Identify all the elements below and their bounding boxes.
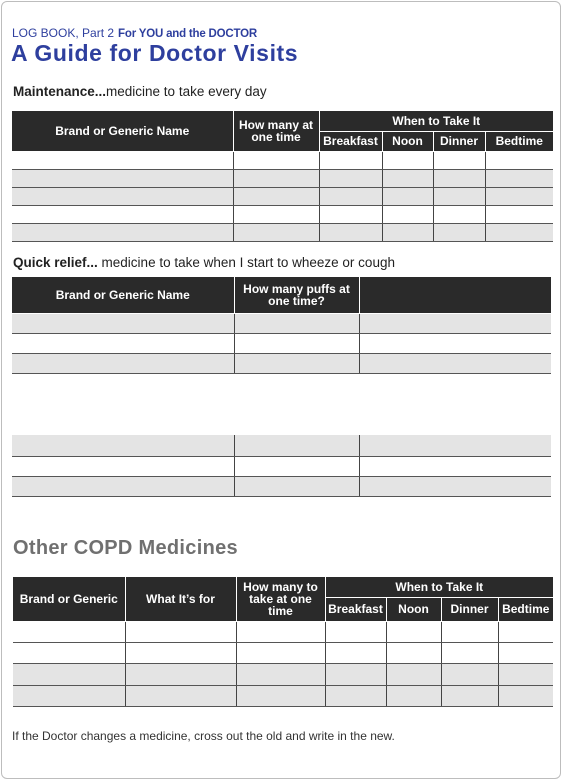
quick-relief-col-blank [359,277,551,313]
other-row-1-brand[interactable] [13,621,125,642]
maintenance-row-4-breakfast[interactable] [319,205,382,223]
quick-relief-col-brand: Brand or Generic Name [12,277,234,313]
maintenance-row-1-howmany[interactable] [233,151,319,169]
other-col-brand: Brand or Generic [13,577,125,621]
maintenance-col-breakfast: Breakfast [319,131,382,151]
maintenance-row-5-dinner[interactable] [433,223,485,241]
quick-relief-label-rest: medicine to take when I start to wheeze or cough [97,255,395,270]
other-row-1-breakfast[interactable] [325,621,386,642]
quick-relief-row-2-puffs[interactable] [234,333,359,353]
maintenance-row-4-howmany[interactable] [233,205,319,223]
quick-relief-row-3-notes[interactable] [359,353,551,373]
maintenance-col-noon: Noon [382,131,433,151]
other-row-3-brand[interactable] [13,663,125,685]
maintenance-row-2-noon[interactable] [382,169,433,187]
other-medicines-table [13,577,553,707]
other-row-3-howmany[interactable] [236,663,325,685]
quick-relief-row-3-puffs[interactable] [234,353,359,373]
quick-relief-row-4-puffs[interactable] [234,435,359,456]
maintenance-table [12,111,553,242]
maintenance-row-1-noon[interactable] [382,151,433,169]
other-row-4-dinner[interactable] [441,685,498,706]
other-row-2-what[interactable] [125,642,236,663]
maintenance-row-4-brand[interactable] [12,205,233,223]
maintenance-row-4-bedtime[interactable] [485,205,553,223]
maintenance-col-dinner: Dinner [433,131,485,151]
other-row-4-bedtime[interactable] [498,685,553,706]
other-col-bedtime: Bedtime [498,597,553,621]
maintenance-row-5-bedtime[interactable] [485,223,553,241]
maintenance-label-bold: Maintenance... [13,84,107,99]
for-label: For YOU and the DOCTOR [118,28,257,40]
other-row-3-dinner[interactable] [441,663,498,685]
other-row-4-noon[interactable] [386,685,441,706]
other-row-2-howmany[interactable] [236,642,325,663]
quick-relief-row-3-brand[interactable] [12,353,234,373]
maintenance-row-4-dinner[interactable] [433,205,485,223]
quick-relief-label [13,255,395,270]
maintenance-row-3-bedtime[interactable] [485,187,553,205]
other-row-1-bedtime[interactable] [498,621,553,642]
other-row-4-what[interactable] [125,685,236,706]
other-row-3-what[interactable] [125,663,236,685]
quick-relief-row-4-notes[interactable] [359,435,551,456]
other-row-1-noon[interactable] [386,621,441,642]
quick-relief-row-2-brand[interactable] [12,333,234,353]
maintenance-row-2-bedtime[interactable] [485,169,553,187]
maintenance-row-1-bedtime[interactable] [485,151,553,169]
maintenance-row-3-dinner[interactable] [433,187,485,205]
quick-relief-row-5-brand[interactable] [12,456,234,476]
other-col-howmany: How many to take at one time [236,577,325,621]
quick-relief-row-1-puffs[interactable] [234,313,359,333]
quick-relief-row-6-brand[interactable] [12,476,234,496]
other-row-1-howmany[interactable] [236,621,325,642]
other-row-3-noon[interactable] [386,663,441,685]
maintenance-row-3-brand[interactable] [12,187,233,205]
maintenance-row-3-noon[interactable] [382,187,433,205]
other-col-noon: Noon [386,597,441,621]
maintenance-row-1-brand[interactable] [12,151,233,169]
maintenance-col-when: When to Take It [319,111,553,131]
other-row-3-breakfast[interactable] [325,663,386,685]
other-row-3-bedtime[interactable] [498,663,553,685]
maintenance-row-3-howmany[interactable] [233,187,319,205]
maintenance-row-2-breakfast[interactable] [319,169,382,187]
maintenance-row-3-breakfast[interactable] [319,187,382,205]
maintenance-row-2-dinner[interactable] [433,169,485,187]
other-col-breakfast: Breakfast [325,597,386,621]
other-medicines-heading: Other COPD Medicines [13,537,238,559]
other-row-1-dinner[interactable] [441,621,498,642]
other-row-1-what[interactable] [125,621,236,642]
footer-note: If the Doctor changes a medicine, cross out the old and write in the new. [12,729,395,743]
quick-relief-table [12,277,551,374]
maintenance-row-5-noon[interactable] [382,223,433,241]
maintenance-col-howmany: How many at one time [233,111,319,151]
maintenance-col-bedtime: Bedtime [485,131,553,151]
maintenance-row-5-breakfast[interactable] [319,223,382,241]
maintenance-row-1-dinner[interactable] [433,151,485,169]
maintenance-row-4-noon[interactable] [382,205,433,223]
other-row-2-dinner[interactable] [441,642,498,663]
other-row-2-breakfast[interactable] [325,642,386,663]
other-row-2-bedtime[interactable] [498,642,553,663]
quick-relief-row-2-notes[interactable] [359,333,551,353]
quick-relief-col-puffs: How many puffs at one time? [234,277,359,313]
quick-relief-row-6-puffs[interactable] [234,476,359,496]
other-col-when: When to Take It [325,577,553,597]
other-row-4-breakfast[interactable] [325,685,386,706]
maintenance-label [13,84,267,99]
quick-relief-row-1-notes[interactable] [359,313,551,333]
maintenance-row-5-howmany[interactable] [233,223,319,241]
other-row-4-brand[interactable] [13,685,125,706]
quick-relief-table-2 [12,435,551,497]
page-title: A Guide for Doctor Visits [11,40,299,66]
other-row-4-howmany[interactable] [236,685,325,706]
maintenance-label-rest: medicine to take every day [106,84,267,99]
other-row-2-brand[interactable] [13,642,125,663]
quick-relief-row-1-brand[interactable] [12,313,234,333]
part-label: LOG BOOK, Part 2 [12,26,115,40]
quick-relief-row-5-notes[interactable] [359,456,551,476]
other-col-dinner: Dinner [441,597,498,621]
maintenance-col-brand: Brand or Generic Name [12,111,233,151]
quick-relief-row-5-puffs[interactable] [234,456,359,476]
other-col-what: What It’s for [125,577,236,621]
maintenance-row-2-howmany[interactable] [233,169,319,187]
maintenance-row-1-breakfast[interactable] [319,151,382,169]
maintenance-row-5-brand[interactable] [12,223,233,241]
other-row-2-noon[interactable] [386,642,441,663]
quick-relief-label-bold: Quick relief... [13,255,98,270]
quick-relief-row-6-notes[interactable] [359,476,551,496]
maintenance-row-2-brand[interactable] [12,169,233,187]
logbook-header [12,26,257,40]
quick-relief-row-4-brand[interactable] [12,435,234,456]
